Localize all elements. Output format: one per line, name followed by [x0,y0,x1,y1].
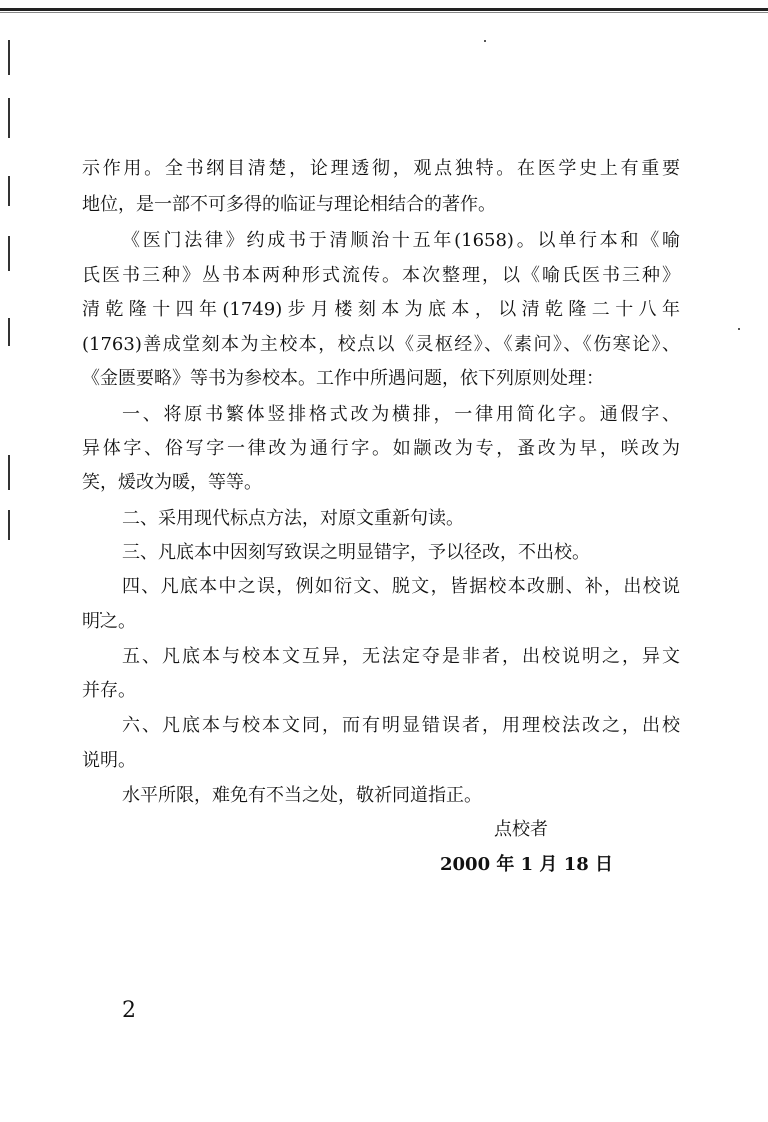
text-line: 《医门法律》约成书于清顺治十五年(1658)。以单行本和《喻 [122,230,680,251]
scan-speck [484,40,486,42]
text-line: 氏医书三种》丛书本两种形式流传。本次整理，以《喻氏医书三种》 [82,265,680,286]
text-line: 五、凡底本与校本文互异，无法定夺是非者，出校说明之，异文 [122,646,680,667]
text-line: 《金匮要略》等书为参校本。工作中所遇问题，依下列原则处理： [82,368,604,389]
text-line: 六、凡底本与校本文同，而有明显错误者，用理校法改之，出校 [122,715,680,736]
scan-edge-mark [8,176,10,206]
scan-edge-mark [8,318,10,346]
text-line: 水平所限，难免有不当之处，敬祈同道指正。 [122,785,482,806]
text-line: 二、采用现代标点方法，对原文重新句读。 [122,508,464,529]
text-line: 笑，煖改为暖，等等。 [82,472,262,493]
text-line: 四、凡底本中之误，例如衍文、脱文，皆据校本改删、补，出校说 [122,576,680,597]
text-line: 明之。 [82,611,136,632]
text-line: 地位，是一部不可多得的临证与理论相结合的著作。 [82,194,496,215]
text-line: 一、将原书繁体竖排格式改为横排，一律用简化字。通假字、 [122,404,680,425]
text-line: 示作用。全书纲目清楚，论理透彻，观点独特。在医学史上有重要 [82,158,680,179]
scan-edge-mark [8,40,10,75]
text-line: 说明。 [82,750,136,771]
text-line: (1763)善成堂刻本为主校本，校点以《灵枢经》、《素问》、《伤寒论》、 [82,334,680,355]
scan-edge-mark [8,455,10,490]
page-number: 2 [122,998,136,1023]
scan-edge-mark [8,510,10,540]
text-line: 并存。 [82,680,136,701]
scan-speck [738,328,740,330]
text-line: 三、凡底本中因刻写致误之明显错字，予以径改，不出校。 [122,542,590,563]
date: 2000 年 1 月 18 日 [440,854,614,875]
scan-edge-mark [8,98,10,138]
text-line: 清乾隆十四年(1749)步月楼刻本为底本，以清乾隆二十八年 [82,299,680,320]
top-border [0,8,768,11]
top-border-shadow [0,12,768,13]
text-line: 异体字、俗写字一律改为通行字。如颛改为专，蚤改为早，咲改为 [82,438,680,459]
scan-edge-mark [8,236,10,271]
signature: 点校者 [494,819,548,840]
